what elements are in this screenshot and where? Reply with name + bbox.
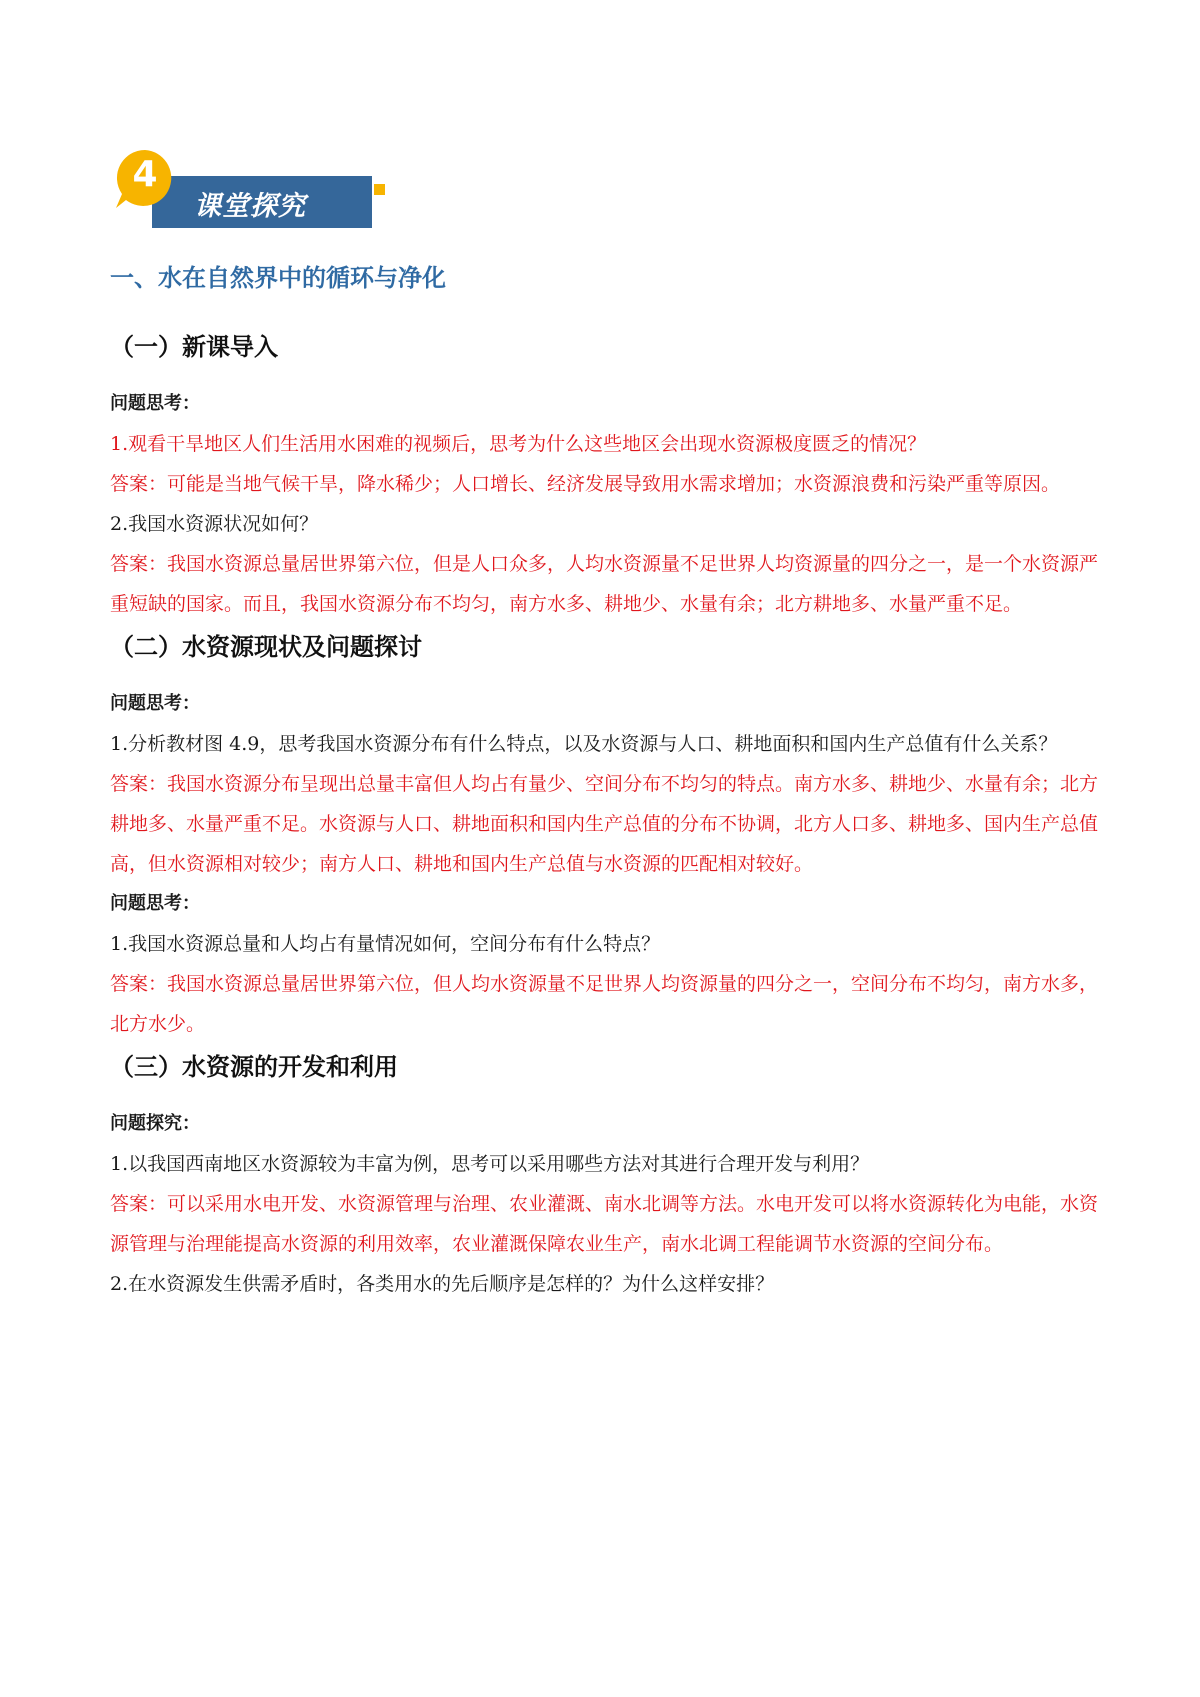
question-text: 2.我国水资源状况如何？ [110, 513, 319, 535]
question-label: 问题思考： [110, 893, 200, 914]
question-text: 2.在水资源发生供需矛盾时，各类用水的先后顺序是怎样的？为什么这样安排？ [110, 1273, 775, 1295]
question-label: 问题思考： [110, 393, 200, 414]
answer-text: 答案：可以采用水电开发、水资源管理与治理、农业灌溉、南水北调等方法。水电开发可以将水资源转化为电能，水资源管理与治理能提高水资源的利用效率，农业灌溉保障农业生产，南水北调工程能调节水资源的空间分布。 [110, 1193, 1099, 1255]
question-text: 1.分析教材图 4.9，思考我国水资源分布有什么特点，以及水资源与人口、耕地面积和国内生产总值有什么关系？ [110, 733, 1058, 755]
answer-text: 答案：我国水资源总量居世界第六位，但人均水资源量不足世界人均资源量的四分之一，空间分布不均匀，南方水多，北方水少。 [110, 973, 1099, 1035]
banner-accent-square [374, 184, 385, 195]
question-text: 1.以我国西南地区水资源较为丰富为例，思考可以采用哪些方法对其进行合理开发与利用？ [110, 1153, 870, 1175]
subsection-heading-3: （三）水资源的开发和利用 [110, 1053, 398, 1081]
section-banner [112, 148, 392, 234]
document-body [110, 262, 1100, 1304]
question-text: 1.我国水资源总量和人均占有量情况如何，空间分布有什么特点？ [110, 933, 661, 955]
question-label: 问题思考： [110, 693, 200, 714]
question-label: 问题探究： [110, 1113, 200, 1134]
section-heading: 一、水在自然界中的循环与净化 [110, 264, 446, 292]
answer-text: 答案：我国水资源分布呈现出总量丰富但人均占有量少、空间分布不均匀的特点。南方水多、耕地少、水量有余；北方耕地多、水量严重不足。水资源与人口、耕地面积和国内生产总值的分布不协调，北方人口多、耕地多、国内生产总值高，但水资源相对较少；南方人口、耕地和国内生产总值与水资源的匹配相对较好。 [110, 773, 1099, 875]
question-text: 1.观看干旱地区人们生活用水困难的视频后，思考为什么这些地区会出现水资源极度匮乏的情况？ [110, 433, 927, 455]
answer-text: 答案：可能是当地气候干旱，降水稀少；人口增长、经济发展导致用水需求增加；水资源浪费和污染严重等原因。 [110, 473, 1061, 495]
answer-text: 答案：我国水资源总量居世界第六位，但是人口众多，人均水资源量不足世界人均资源量的四分之一，是一个水资源严重短缺的国家。而且，我国水资源分布不均匀，南方水多、耕地少、水量有余；北方耕地多、水量严重不足。 [110, 553, 1099, 615]
banner-number: 4 [132, 154, 158, 195]
subsection-heading-2: （二）水资源现状及问题探讨 [110, 633, 422, 661]
subsection-heading-1: （一）新课导入 [110, 333, 278, 361]
banner-title: 课堂探究 [194, 191, 306, 222]
